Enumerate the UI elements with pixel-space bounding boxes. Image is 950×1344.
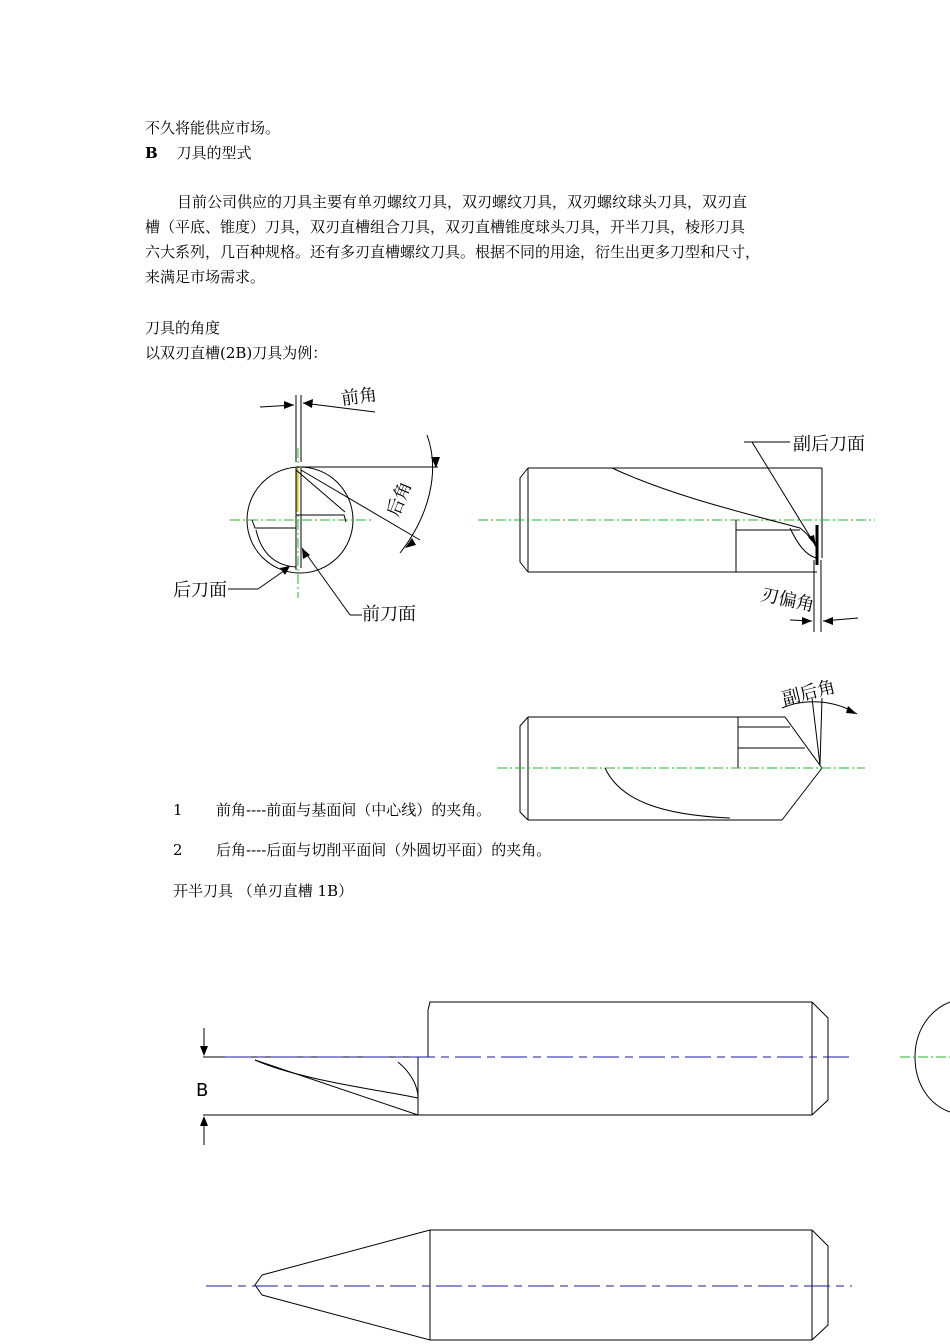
half-flute-line-2 xyxy=(255,1060,418,1098)
half-shank-top xyxy=(428,1002,812,1010)
half-cutter-caption: 开半刀具 （单刃直槽 1B） xyxy=(173,882,354,900)
clearance-angle-label: 后角 xyxy=(383,478,417,520)
list-item-2-text: 后角----后面与切削平面间（外圆切平面）的夹角。 xyxy=(216,841,552,859)
sec-clearance-arrow xyxy=(846,706,857,714)
paragraph-line: 来满足市场需求。 xyxy=(145,268,266,286)
clearance-arrow-bottom xyxy=(405,538,416,548)
rake-arrow-right xyxy=(303,399,313,408)
half-flute-line-1 xyxy=(255,1060,418,1115)
cross-section-diagram xyxy=(173,384,440,625)
list-item-2-number: 2 xyxy=(173,841,183,859)
taper-shank-chamfer xyxy=(812,1230,828,1340)
bottom-tip-bottom xyxy=(782,768,822,820)
edge-offset-angle-label: 刃偏角 xyxy=(758,584,817,617)
edge-curve xyxy=(790,528,816,558)
list-item-1-text: 前角----前面与基面间（中心线）的夹角。 xyxy=(216,801,492,819)
half-flute-curve xyxy=(398,1062,418,1098)
paragraph-line: 目前公司供应的刀具主要有单刃螺纹刀具，双刃螺纹刀具，双刃螺纹球头刀具，双刃直 xyxy=(177,193,748,211)
list-item-1-number: 1 xyxy=(173,801,183,819)
half-cutter-diagram xyxy=(196,1002,950,1145)
offset-arrow-right xyxy=(823,617,833,625)
bottom-view-diagram xyxy=(497,676,865,820)
secondary-flank-leader-d xyxy=(752,442,814,543)
sec-clearance-ext-1 xyxy=(812,698,820,765)
secondary-flank-arrow xyxy=(808,535,816,546)
flank-leader-arrow xyxy=(280,566,290,575)
bottom-flute-curve xyxy=(605,768,730,818)
tapered-cutter-diagram xyxy=(206,1230,852,1340)
taper-top xyxy=(262,1230,812,1275)
offset-arrow-left xyxy=(802,617,812,625)
dim-b-label: B xyxy=(196,1080,209,1101)
half-shank-chamfer xyxy=(812,1002,828,1115)
rake-angle-label: 前角 xyxy=(339,384,379,410)
rake-arrow-left xyxy=(284,401,294,409)
flank-face-label: 后刀面 xyxy=(173,580,227,601)
dim-b-upper-arrow xyxy=(200,1046,208,1056)
bottom-tip-top xyxy=(785,717,822,768)
section-letter: B xyxy=(145,144,158,162)
dim-b-lower-arrow xyxy=(200,1116,208,1126)
taper-tip xyxy=(255,1275,262,1295)
paragraph-line: 槽（平底、锥度）刀具，双刃直槽组合刀具，双刃直槽锥度球头刀具，开半刀具，棱形刀具 xyxy=(145,218,746,236)
flank-curve xyxy=(256,530,296,567)
rake-face-leader-d xyxy=(302,548,350,615)
paragraph-line: 六大系列，几百种规格。还有多刃直槽螺纹刀具。根据不同的用途，衍生出更多刀型和尺寸， xyxy=(145,243,761,261)
text-line-1: 不久将能供应市场。 xyxy=(145,119,281,137)
rake-face-label: 前刀面 xyxy=(362,604,416,625)
section-title: 刀具的型式 xyxy=(176,144,252,162)
sec-clearance-ext-2 xyxy=(820,698,822,765)
angle-section-title: 刀具的角度 xyxy=(145,319,221,337)
side-view-diagram xyxy=(478,434,875,632)
taper-bottom xyxy=(262,1295,812,1340)
secondary-flank-label: 副后刀面 xyxy=(793,434,865,455)
secondary-clearance-label: 副后角 xyxy=(780,676,838,710)
flute-curve xyxy=(612,468,818,560)
flute-outline xyxy=(252,515,346,528)
example-line: 以双刃直槽(2B)刀具为例： xyxy=(145,344,328,362)
